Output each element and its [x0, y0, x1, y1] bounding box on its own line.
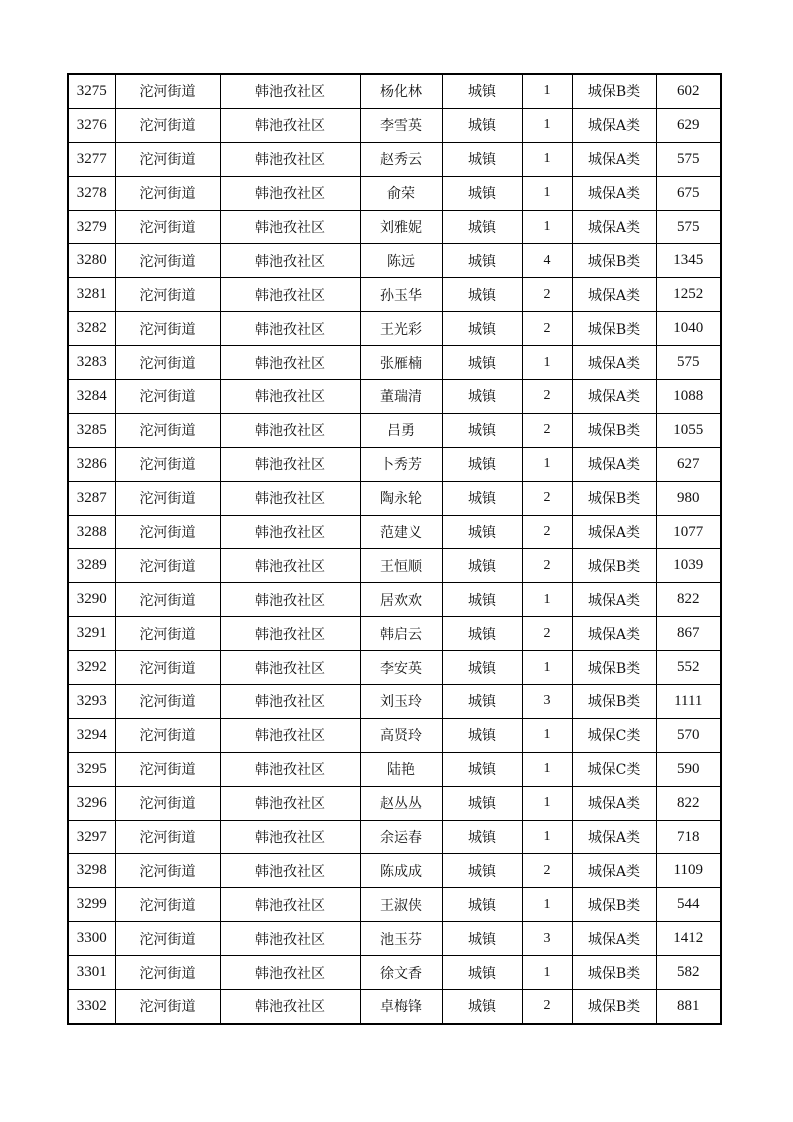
category-cell: 城保A类 [572, 176, 656, 210]
street-cell: 沱河街道 [115, 922, 220, 956]
row-number-cell: 3277 [68, 142, 115, 176]
row-number-cell: 3289 [68, 549, 115, 583]
household-size-cell: 1 [522, 583, 572, 617]
street-cell: 沱河街道 [115, 956, 220, 990]
amount-cell: 629 [656, 108, 721, 142]
area-type-cell: 城镇 [442, 752, 522, 786]
community-cell: 韩池孜社区 [220, 346, 360, 380]
amount-cell: 1040 [656, 312, 721, 346]
row-number-cell: 3296 [68, 786, 115, 820]
person-name-cell: 杨化林 [360, 74, 442, 108]
person-name-cell: 余运春 [360, 820, 442, 854]
category-cell: 城保A类 [572, 108, 656, 142]
row-number-cell: 3290 [68, 583, 115, 617]
amount-cell: 1055 [656, 413, 721, 447]
area-type-cell: 城镇 [442, 549, 522, 583]
street-cell: 沱河街道 [115, 718, 220, 752]
table-row [68, 820, 721, 854]
category-cell: 城保A类 [572, 346, 656, 380]
amount-cell: 980 [656, 481, 721, 515]
household-size-cell: 3 [522, 922, 572, 956]
category-cell: 城保B类 [572, 888, 656, 922]
community-cell: 韩池孜社区 [220, 617, 360, 651]
table-row [68, 142, 721, 176]
row-number-cell: 3293 [68, 685, 115, 719]
person-name-cell: 卓梅锋 [360, 990, 442, 1024]
household-size-cell: 1 [522, 447, 572, 481]
records-table [67, 73, 722, 1025]
person-name-cell: 张雁楠 [360, 346, 442, 380]
category-cell: 城保A类 [572, 447, 656, 481]
table-row [68, 74, 721, 108]
table-row [68, 312, 721, 346]
row-number-cell: 3286 [68, 447, 115, 481]
category-cell: 城保B类 [572, 685, 656, 719]
amount-cell: 570 [656, 718, 721, 752]
street-cell: 沱河街道 [115, 447, 220, 481]
household-size-cell: 1 [522, 346, 572, 380]
category-cell: 城保A类 [572, 820, 656, 854]
area-type-cell: 城镇 [442, 685, 522, 719]
community-cell: 韩池孜社区 [220, 651, 360, 685]
street-cell: 沱河街道 [115, 685, 220, 719]
community-cell: 韩池孜社区 [220, 108, 360, 142]
area-type-cell: 城镇 [442, 142, 522, 176]
household-size-cell: 2 [522, 515, 572, 549]
area-type-cell: 城镇 [442, 413, 522, 447]
street-cell: 沱河街道 [115, 990, 220, 1024]
community-cell: 韩池孜社区 [220, 922, 360, 956]
community-cell: 韩池孜社区 [220, 820, 360, 854]
street-cell: 沱河街道 [115, 380, 220, 414]
person-name-cell: 李雪英 [360, 108, 442, 142]
community-cell: 韩池孜社区 [220, 752, 360, 786]
area-type-cell: 城镇 [442, 583, 522, 617]
area-type-cell: 城镇 [442, 718, 522, 752]
category-cell: 城保A类 [572, 854, 656, 888]
community-cell: 韩池孜社区 [220, 481, 360, 515]
amount-cell: 590 [656, 752, 721, 786]
street-cell: 沱河街道 [115, 413, 220, 447]
area-type-cell: 城镇 [442, 651, 522, 685]
street-cell: 沱河街道 [115, 278, 220, 312]
table-row [68, 413, 721, 447]
amount-cell: 675 [656, 176, 721, 210]
amount-cell: 602 [656, 74, 721, 108]
street-cell: 沱河街道 [115, 752, 220, 786]
person-name-cell: 李安英 [360, 651, 442, 685]
household-size-cell: 1 [522, 74, 572, 108]
table-row [68, 990, 721, 1024]
area-type-cell: 城镇 [442, 990, 522, 1024]
amount-cell: 1111 [656, 685, 721, 719]
table-row [68, 244, 721, 278]
row-number-cell: 3275 [68, 74, 115, 108]
person-name-cell: 陆艳 [360, 752, 442, 786]
community-cell: 韩池孜社区 [220, 244, 360, 278]
row-number-cell: 3300 [68, 922, 115, 956]
row-number-cell: 3285 [68, 413, 115, 447]
table-row [68, 685, 721, 719]
row-number-cell: 3294 [68, 718, 115, 752]
street-cell: 沱河街道 [115, 820, 220, 854]
household-size-cell: 1 [522, 176, 572, 210]
row-number-cell: 3299 [68, 888, 115, 922]
category-cell: 城保B类 [572, 413, 656, 447]
table-row [68, 888, 721, 922]
table-row [68, 651, 721, 685]
household-size-cell: 1 [522, 210, 572, 244]
area-type-cell: 城镇 [442, 854, 522, 888]
table-row [68, 108, 721, 142]
area-type-cell: 城镇 [442, 786, 522, 820]
amount-cell: 575 [656, 142, 721, 176]
category-cell: 城保B类 [572, 651, 656, 685]
person-name-cell: 刘雅妮 [360, 210, 442, 244]
community-cell: 韩池孜社区 [220, 685, 360, 719]
person-name-cell: 陶永轮 [360, 481, 442, 515]
table-row [68, 956, 721, 990]
street-cell: 沱河街道 [115, 786, 220, 820]
category-cell: 城保B类 [572, 244, 656, 278]
person-name-cell: 俞荣 [360, 176, 442, 210]
table-row [68, 346, 721, 380]
category-cell: 城保B类 [572, 312, 656, 346]
household-size-cell: 2 [522, 413, 572, 447]
amount-cell: 627 [656, 447, 721, 481]
area-type-cell: 城镇 [442, 210, 522, 244]
household-size-cell: 2 [522, 312, 572, 346]
category-cell: 城保B类 [572, 74, 656, 108]
household-size-cell: 2 [522, 854, 572, 888]
street-cell: 沱河街道 [115, 854, 220, 888]
area-type-cell: 城镇 [442, 956, 522, 990]
category-cell: 城保A类 [572, 380, 656, 414]
row-number-cell: 3282 [68, 312, 115, 346]
street-cell: 沱河街道 [115, 549, 220, 583]
row-number-cell: 3298 [68, 854, 115, 888]
community-cell: 韩池孜社区 [220, 549, 360, 583]
street-cell: 沱河街道 [115, 108, 220, 142]
area-type-cell: 城镇 [442, 244, 522, 278]
household-size-cell: 2 [522, 481, 572, 515]
row-number-cell: 3297 [68, 820, 115, 854]
person-name-cell: 范建义 [360, 515, 442, 549]
area-type-cell: 城镇 [442, 481, 522, 515]
row-number-cell: 3280 [68, 244, 115, 278]
row-number-cell: 3288 [68, 515, 115, 549]
category-cell: 城保B类 [572, 549, 656, 583]
row-number-cell: 3302 [68, 990, 115, 1024]
amount-cell: 822 [656, 786, 721, 820]
street-cell: 沱河街道 [115, 617, 220, 651]
household-size-cell: 1 [522, 718, 572, 752]
area-type-cell: 城镇 [442, 176, 522, 210]
table-row [68, 176, 721, 210]
amount-cell: 1077 [656, 515, 721, 549]
amount-cell: 544 [656, 888, 721, 922]
household-size-cell: 2 [522, 380, 572, 414]
community-cell: 韩池孜社区 [220, 74, 360, 108]
community-cell: 韩池孜社区 [220, 380, 360, 414]
person-name-cell: 刘玉玲 [360, 685, 442, 719]
person-name-cell: 卜秀芳 [360, 447, 442, 481]
street-cell: 沱河街道 [115, 74, 220, 108]
community-cell: 韩池孜社区 [220, 854, 360, 888]
area-type-cell: 城镇 [442, 515, 522, 549]
table-row [68, 752, 721, 786]
area-type-cell: 城镇 [442, 617, 522, 651]
community-cell: 韩池孜社区 [220, 718, 360, 752]
table-row [68, 549, 721, 583]
household-size-cell: 2 [522, 549, 572, 583]
amount-cell: 822 [656, 583, 721, 617]
person-name-cell: 徐文香 [360, 956, 442, 990]
amount-cell: 1412 [656, 922, 721, 956]
amount-cell: 582 [656, 956, 721, 990]
household-size-cell: 1 [522, 752, 572, 786]
street-cell: 沱河街道 [115, 888, 220, 922]
table-row [68, 854, 721, 888]
row-number-cell: 3276 [68, 108, 115, 142]
row-number-cell: 3279 [68, 210, 115, 244]
household-size-cell: 3 [522, 685, 572, 719]
household-size-cell: 2 [522, 278, 572, 312]
area-type-cell: 城镇 [442, 447, 522, 481]
person-name-cell: 陈成成 [360, 854, 442, 888]
street-cell: 沱河街道 [115, 176, 220, 210]
row-number-cell: 3291 [68, 617, 115, 651]
table-row [68, 278, 721, 312]
person-name-cell: 池玉芬 [360, 922, 442, 956]
person-name-cell: 王淑侠 [360, 888, 442, 922]
category-cell: 城保B类 [572, 956, 656, 990]
row-number-cell: 3284 [68, 380, 115, 414]
table-row [68, 210, 721, 244]
records-table-body [68, 74, 721, 1024]
area-type-cell: 城镇 [442, 820, 522, 854]
category-cell: 城保A类 [572, 922, 656, 956]
street-cell: 沱河街道 [115, 515, 220, 549]
table-row [68, 617, 721, 651]
category-cell: 城保A类 [572, 515, 656, 549]
community-cell: 韩池孜社区 [220, 278, 360, 312]
person-name-cell: 孙玉华 [360, 278, 442, 312]
row-number-cell: 3301 [68, 956, 115, 990]
community-cell: 韩池孜社区 [220, 210, 360, 244]
person-name-cell: 居欢欢 [360, 583, 442, 617]
community-cell: 韩池孜社区 [220, 583, 360, 617]
row-number-cell: 3292 [68, 651, 115, 685]
table-row [68, 380, 721, 414]
community-cell: 韩池孜社区 [220, 515, 360, 549]
person-name-cell: 陈远 [360, 244, 442, 278]
category-cell: 城保A类 [572, 278, 656, 312]
category-cell: 城保A类 [572, 786, 656, 820]
table-row [68, 515, 721, 549]
community-cell: 韩池孜社区 [220, 786, 360, 820]
community-cell: 韩池孜社区 [220, 990, 360, 1024]
community-cell: 韩池孜社区 [220, 956, 360, 990]
street-cell: 沱河街道 [115, 210, 220, 244]
area-type-cell: 城镇 [442, 922, 522, 956]
amount-cell: 552 [656, 651, 721, 685]
table-row [68, 447, 721, 481]
amount-cell: 575 [656, 346, 721, 380]
street-cell: 沱河街道 [115, 346, 220, 380]
amount-cell: 1088 [656, 380, 721, 414]
category-cell: 城保C类 [572, 718, 656, 752]
household-size-cell: 4 [522, 244, 572, 278]
household-size-cell: 1 [522, 108, 572, 142]
amount-cell: 867 [656, 617, 721, 651]
row-number-cell: 3278 [68, 176, 115, 210]
household-size-cell: 1 [522, 888, 572, 922]
person-name-cell: 王恒顺 [360, 549, 442, 583]
person-name-cell: 董瑞清 [360, 380, 442, 414]
category-cell: 城保B类 [572, 990, 656, 1024]
table-row [68, 718, 721, 752]
table-row [68, 922, 721, 956]
table-row [68, 583, 721, 617]
category-cell: 城保A类 [572, 617, 656, 651]
category-cell: 城保A类 [572, 142, 656, 176]
amount-cell: 1039 [656, 549, 721, 583]
household-size-cell: 2 [522, 617, 572, 651]
area-type-cell: 城镇 [442, 278, 522, 312]
household-size-cell: 1 [522, 786, 572, 820]
person-name-cell: 吕勇 [360, 413, 442, 447]
amount-cell: 575 [656, 210, 721, 244]
street-cell: 沱河街道 [115, 142, 220, 176]
category-cell: 城保A类 [572, 583, 656, 617]
amount-cell: 718 [656, 820, 721, 854]
person-name-cell: 赵秀云 [360, 142, 442, 176]
area-type-cell: 城镇 [442, 74, 522, 108]
row-number-cell: 3281 [68, 278, 115, 312]
amount-cell: 1109 [656, 854, 721, 888]
community-cell: 韩池孜社区 [220, 142, 360, 176]
amount-cell: 1345 [656, 244, 721, 278]
community-cell: 韩池孜社区 [220, 888, 360, 922]
person-name-cell: 高贤玲 [360, 718, 442, 752]
area-type-cell: 城镇 [442, 346, 522, 380]
community-cell: 韩池孜社区 [220, 413, 360, 447]
person-name-cell: 韩启云 [360, 617, 442, 651]
table-row [68, 786, 721, 820]
table-row [68, 481, 721, 515]
category-cell: 城保C类 [572, 752, 656, 786]
street-cell: 沱河街道 [115, 651, 220, 685]
row-number-cell: 3283 [68, 346, 115, 380]
row-number-cell: 3295 [68, 752, 115, 786]
community-cell: 韩池孜社区 [220, 447, 360, 481]
row-number-cell: 3287 [68, 481, 115, 515]
area-type-cell: 城镇 [442, 108, 522, 142]
amount-cell: 881 [656, 990, 721, 1024]
area-type-cell: 城镇 [442, 888, 522, 922]
household-size-cell: 1 [522, 651, 572, 685]
category-cell: 城保A类 [572, 210, 656, 244]
community-cell: 韩池孜社区 [220, 176, 360, 210]
household-size-cell: 1 [522, 820, 572, 854]
community-cell: 韩池孜社区 [220, 312, 360, 346]
street-cell: 沱河街道 [115, 583, 220, 617]
street-cell: 沱河街道 [115, 244, 220, 278]
area-type-cell: 城镇 [442, 380, 522, 414]
amount-cell: 1252 [656, 278, 721, 312]
category-cell: 城保B类 [572, 481, 656, 515]
household-size-cell: 1 [522, 956, 572, 990]
street-cell: 沱河街道 [115, 312, 220, 346]
area-type-cell: 城镇 [442, 312, 522, 346]
household-size-cell: 2 [522, 990, 572, 1024]
household-size-cell: 1 [522, 142, 572, 176]
person-name-cell: 赵丛丛 [360, 786, 442, 820]
person-name-cell: 王光彩 [360, 312, 442, 346]
street-cell: 沱河街道 [115, 481, 220, 515]
